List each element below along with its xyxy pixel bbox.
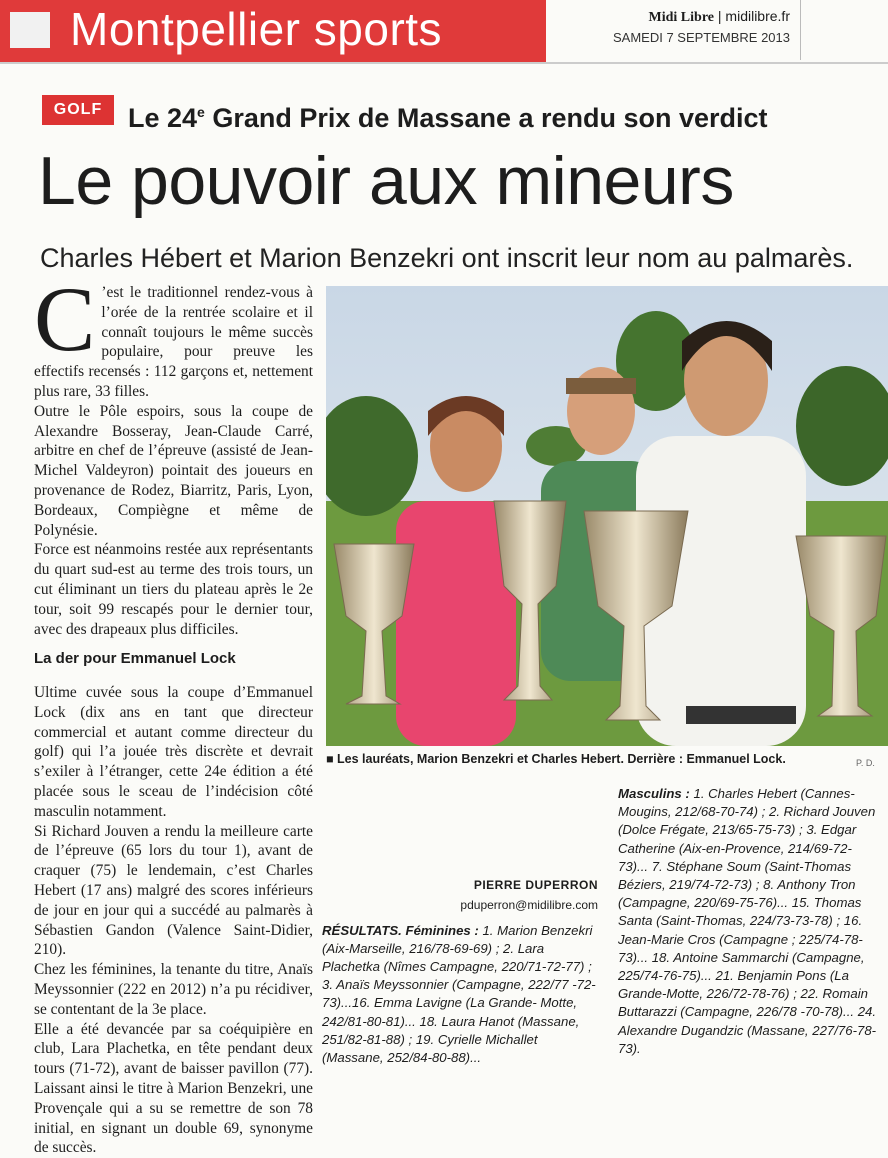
author-name: PIERRE DUPERRON bbox=[473, 878, 598, 892]
byline bbox=[322, 876, 598, 916]
article-body-col1b bbox=[34, 683, 313, 1158]
paragraph-5: Si Richard Jouven a rendu la meilleure carte de l’épreuve (65 lors du tour 1), avant de craquer (75) le lendemain, c’est Charles Hebert (17 ans) malgré des scores inférieurs de jour en jour qui a succédé au palmarès à Sébastien Gandon (Valence Saint-Didier, 210). bbox=[34, 822, 313, 959]
masthead bbox=[548, 0, 801, 60]
headline: Le pouvoir aux mineurs bbox=[38, 143, 734, 219]
kicker: Le 24e Grand Prix de Massane a rendu son verdict bbox=[128, 103, 768, 133]
section-title: Montpellier sports bbox=[70, 3, 443, 55]
paragraph-4: Ultime cuvée sous la coupe d’Emmanuel Lock (dix ans en tant que directeur commercial et autant comme directeur du golf) qui l’a jouée très discrète et devrait s’exiler à l’étranger, cette 24e édition a été placée sous le sceau de l’indécision côté masculin notamment. bbox=[34, 684, 313, 820]
article-body-col3 bbox=[618, 785, 880, 1058]
article-body-col1 bbox=[34, 268, 313, 639]
paragraph-3: Force est néanmoins restée aux représentants du quart sud-est au terme des trois tours, un cut éliminant un tiers du plateau après le 2e tour, soit 99 rescapés pour le dernier tour, avec des drapeaux plus difficiles. bbox=[34, 541, 313, 638]
results-label: RÉSULTATS. bbox=[322, 922, 402, 938]
paragraph-7: Elle a été devancée par sa coéquipière en club, Lara Plachetka, en tête pendant deux tours (71-72), avant de baisser pavillon (77). Laissant ainsi le titre à Marion Benzekri, une Provençale qui a su se remettre de son 78 initial, en signant un double 69, synonyme de succès. bbox=[34, 1020, 313, 1157]
deck: Charles Hébert et Marion Benzekri ont inscrit leur nom au palmarès. bbox=[40, 243, 854, 273]
section-logo-box bbox=[10, 12, 50, 48]
author-email: pduperron@midilibre.com bbox=[460, 897, 598, 912]
masculine-label: Masculins : bbox=[618, 786, 690, 801]
results-masculine: Masculins : 1. Charles Hebert (Cannes-Mougins, 212/68-70-74) ; 2. Richard Jouven (Dolce Frégate, 213/65-75-73) ; 3. Edgar Catherine (Aix-en-Provence, 214/69-72-73)... 7. Stéphane Soum (Saint-Thomas Béziers, 219/74-72-73) ; 8. Anthony Tron (Campagne, 220/69-75-76)... 15. Thomas Santa (Saint-Thomas, 224/73-73-78) ; 16. Jean-Marie Cros (Campagne ; 225/74-78-73)... 18. Antoine Sammarchi (Campagne, 225/74-76-75)... 21. Benjamin Pons (La Grande-Motte, 226/72-78-76) ; 22. Romain Buttarazzi (Campagne, 226/78 -70-78)... 24. Alexandre Dugandzic (Massane, 227/76-78-73). bbox=[618, 786, 877, 1056]
winners-photo-illustration bbox=[326, 286, 888, 746]
results-feminine: RÉSULTATS. Féminines : 1. Marion Benzekri (Aix-Marseille, 216/78-69-69) ; 2. Lara Plachetka (Nîmes Campagne, 220/71-72-77) ; 3. Anaïs Meyssonnier (Campagne, 222/77 -72-73)...16. Emma Lavigne (La Grande- Motte, 242/81-80-81)... 18. Laura Hanot (Massane, 251/82-81-88) ; 19. Cyrielle Michallet (Massane, 252/84-80-88)... bbox=[322, 922, 596, 1066]
subhead: La der pour Emmanuel Lock bbox=[34, 650, 236, 667]
header-divider bbox=[0, 62, 888, 64]
winners-photo bbox=[326, 286, 888, 746]
publication-name: Midi Libre bbox=[648, 10, 714, 25]
feminine-label: Féminines : bbox=[405, 922, 479, 938]
publication-site: midilibre.fr bbox=[725, 8, 790, 24]
photo-credit: P. D. bbox=[856, 758, 875, 768]
paragraph-2: Outre le Pôle espoirs, sous la coupe de Alexandre Bosseray, Jean-Claude Carré, arbitre en chef de l’épreuve (assisté de Jean-Michel Valdeyron) pointait des joueurs en provenance de Rodez, Biarritz, Paris, Lyon, Bordeaux, Compiègne et même de Polynésie. bbox=[34, 402, 313, 539]
paragraph-1: C ’est le traditionnel rendez-vous à l’orée de la rentrée scolaire et il connaît toujours le même succès populaire, pour preuve les effectifs recensés : 112 garçons et, nettement plus rare, 33 filles. bbox=[34, 268, 313, 400]
paragraph-6: Chez les féminines, la tenante du titre, Anaïs Meyssonnier (222 en 2012) n’a pu récidiver, se contentant de la 3e place. bbox=[34, 961, 313, 1018]
category-tag: GOLF bbox=[42, 95, 114, 125]
photo-caption: ■ Les lauréats, Marion Benzekri et Charles Hebert. Derrière : Emmanuel Lock. bbox=[326, 752, 786, 766]
article-body-col2 bbox=[322, 780, 598, 1067]
publication-line: Midi Libre | midilibre.fr bbox=[648, 8, 790, 25]
issue-date: SAMEDI 7 SEPTEMBRE 2013 bbox=[612, 30, 790, 45]
drop-cap: C bbox=[34, 268, 96, 370]
